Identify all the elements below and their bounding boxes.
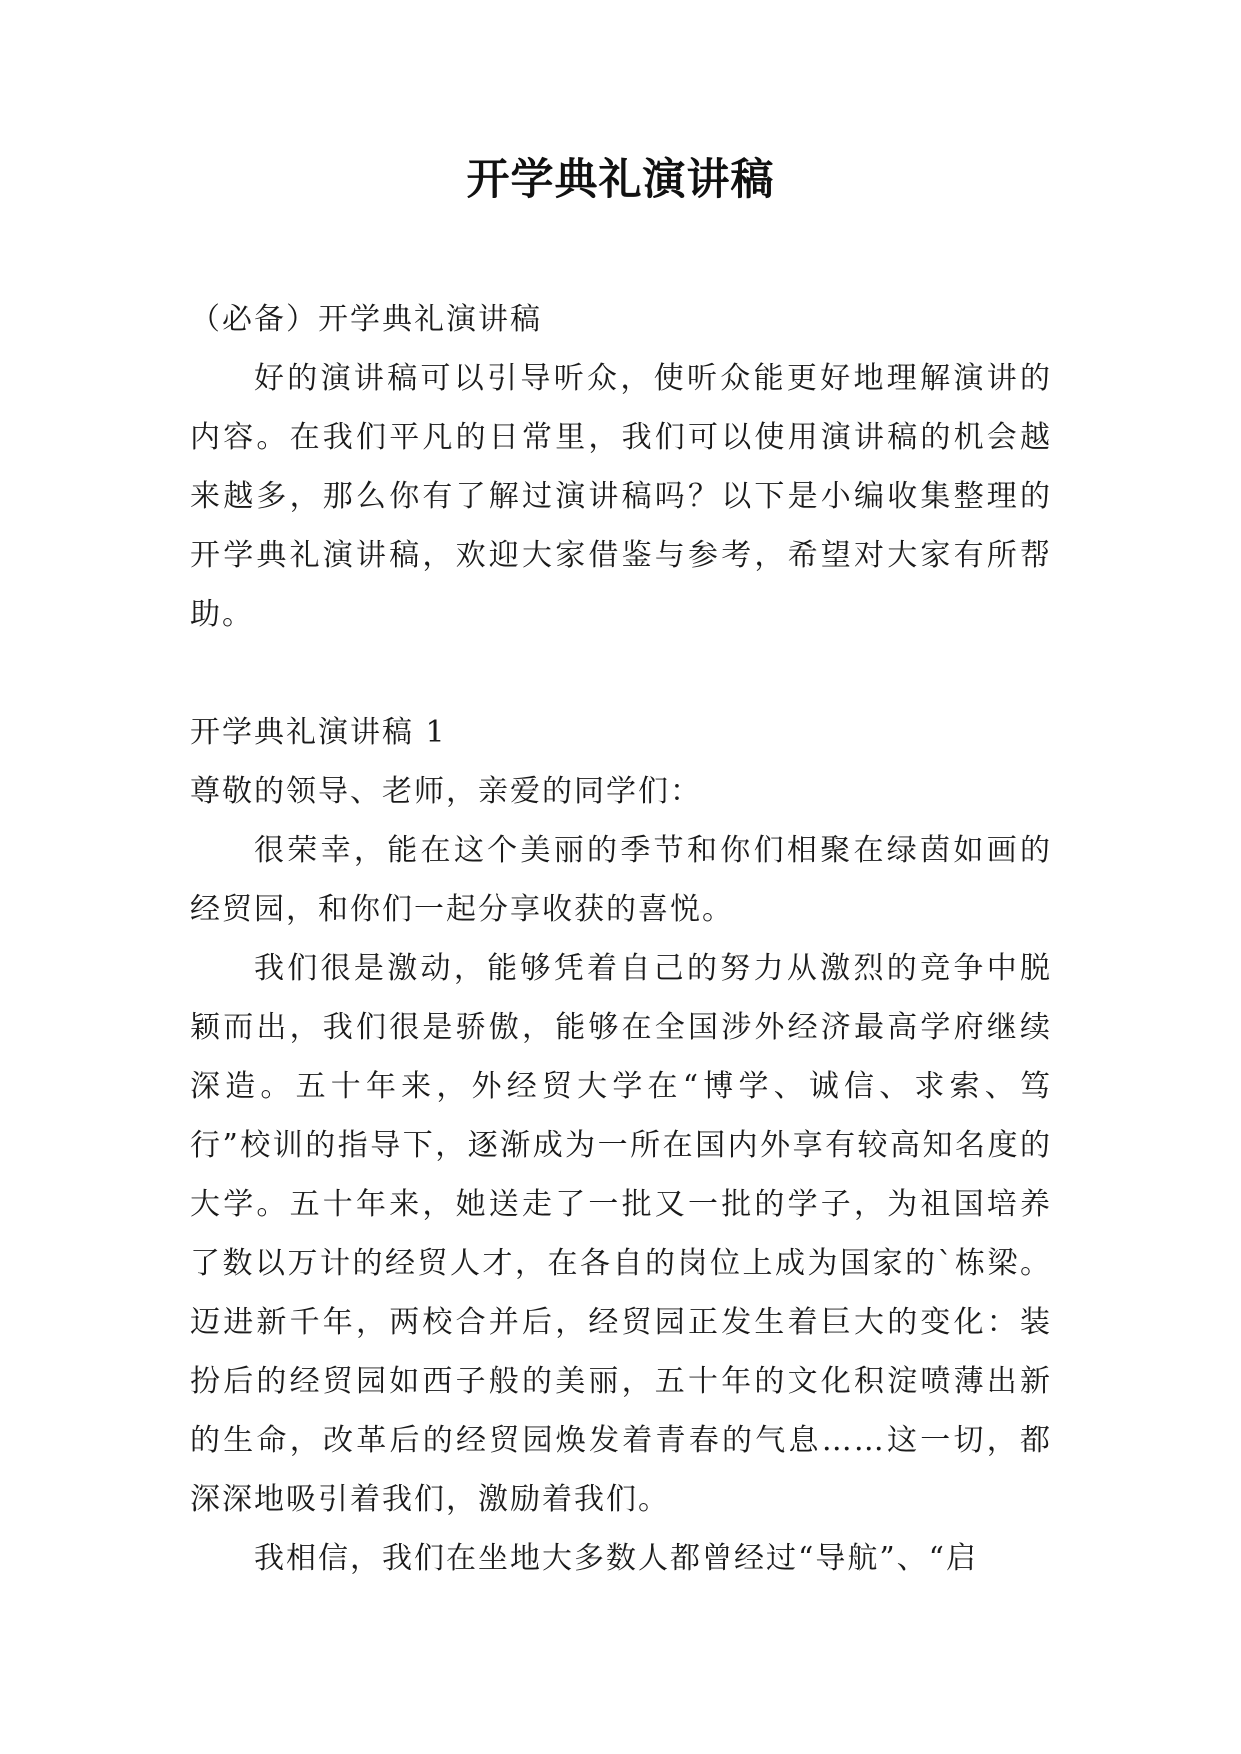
document-subtitle: （必备）开学典礼演讲稿: [190, 302, 542, 337]
document-body: [190, 290, 1052, 1588]
salutation: 尊敬的领导、老师，亲爱的同学们：: [190, 774, 702, 809]
body-paragraph-3: 我相信，我们在坐地大多数人都曾经过“导航”、“启: [254, 1541, 979, 1576]
intro-paragraph: 好的演讲稿可以引导听众，使听众能更好地理解演讲的内容。在我们平凡的日常里，我们可以使用演讲稿的机会越来越多，那么你有了解过演讲稿吗？以下是小编收集整理的开学典礼演讲稿，欢迎大家借鉴与参考，希望对大家有所帮助。: [190, 361, 1052, 632]
section-heading: 开学典礼演讲稿 1: [190, 715, 447, 750]
body-paragraph-2: 我们很是激动，能够凭着自己的努力从激烈的竞争中脱颖而出，我们很是骄傲，能够在全国涉外经济最高学府继续深造。五十年来，外经贸大学在“博学、诚信、求索、笃行”校训的指导下，逐渐成为一所在国内外享有较高知名度的大学。五十年来，她送走了一批又一批的学子，为祖国培养了数以万计的经贸人才，在各自的岗位上成为国家的`栋梁。迈进新千年，两校合并后，经贸园正发生着巨大的变化：装扮后的经贸园如西子般的美丽，五十年的文化积淀喷薄出新的生命，改革后的经贸园焕发着青春的气息……这一切，都深深地吸引着我们，激励着我们。: [190, 951, 1052, 1517]
paragraph-spacer: [190, 644, 1052, 703]
document-title: 开学典礼演讲稿: [466, 155, 775, 205]
body-paragraph-1: 很荣幸，能在这个美丽的季节和你们相聚在绿茵如画的经贸园，和你们一起分享收获的喜悦。: [190, 833, 1052, 927]
